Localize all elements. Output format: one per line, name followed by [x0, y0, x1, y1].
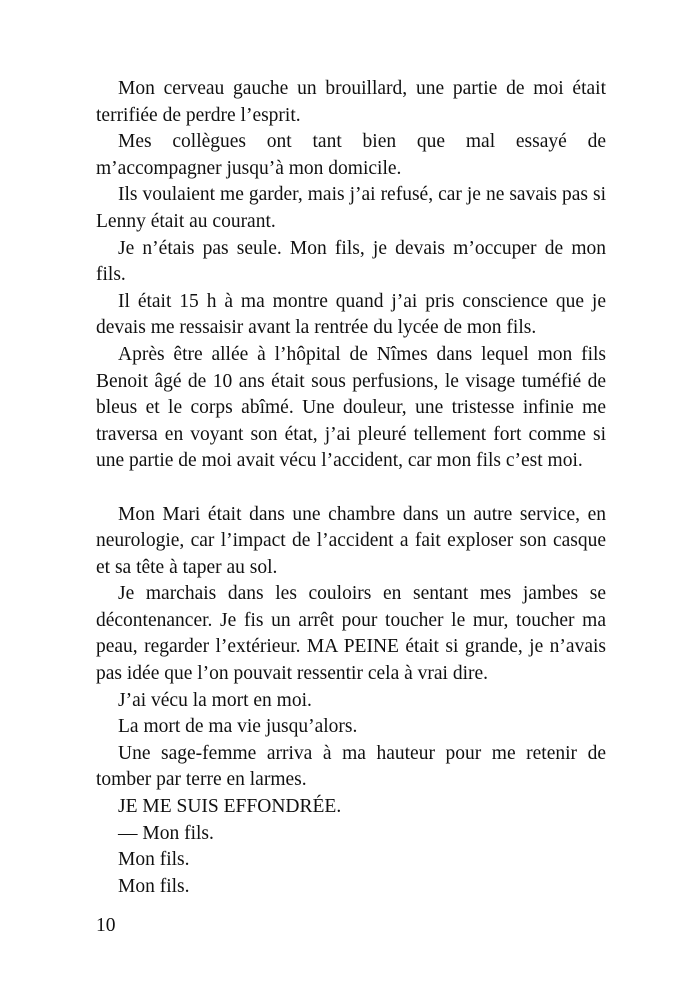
paragraph-8: Je marchais dans les couloirs en sentant mes jambes se décontenancer. Je fis un arrêt pour toucher le mur, toucher ma peau, regarder l’extérieur. MA PEINE était si grande, je n’avais pas idée que l’on pouvait ressentir cela à vrai dire. — [96, 583, 606, 685]
paragraph-10: La mort de ma vie jusqu’alors. — [118, 716, 358, 738]
paragraph-15: Mon fils. — [118, 875, 190, 897]
paragraph-4: Je n’étais pas seule. Mon fils, je devais m’occuper de mon fils. — [96, 237, 606, 286]
section-break — [96, 475, 606, 502]
paragraph-1: Mon cerveau gauche un brouillard, une partie de moi était terrifiée de perdre l’esprit. — [96, 78, 606, 126]
paragraph-12: JE ME SUIS EFFONDRÉE. — [118, 796, 342, 818]
paragraph-11: Une sage-femme arriva à ma hauteur pour me retenir de tomber par terre en larmes. — [96, 742, 606, 791]
paragraph-7: Mon Mari était dans une chambre dans un autre service, en neurologie, car l’impact de l’accident a fait exploser son casque et sa tête à taper au sol. — [96, 503, 606, 578]
paragraph-14: Mon fils. — [118, 849, 190, 871]
paragraph-9: J’ai vécu la mort en moi. — [118, 689, 312, 711]
page-body — [96, 76, 606, 900]
paragraph-5: Il était 15 h à ma montre quand j’ai pris conscience que je devais me ressaisir avant la rentrée du lycée de mon fils. — [96, 290, 606, 339]
paragraph-2: Mes collègues ont tant bien que mal essayé de m’accompagner jusqu’à mon domicile. — [96, 131, 606, 179]
paragraph-3: Ils voulaient me garder, mais j’ai refusé, car je ne savais pas si Lenny était au courant. — [96, 184, 606, 232]
paragraph-6: Après être allée à l’hôpital de Nîmes dans lequel mon fils Benoit âgé de 10 ans était sous perfusions, le visage tuméfié de bleus et le corps abîmé. Une douleur, une tristesse infinie me traversa en voyant son état, j’ai pleuré tellement fort comme si une partie de moi avait vécu l’accident, car mon fils c’est moi. — [96, 343, 606, 472]
page-number: 10 — [96, 915, 116, 936]
dialogue-line: — Mon fils. — [118, 822, 214, 844]
